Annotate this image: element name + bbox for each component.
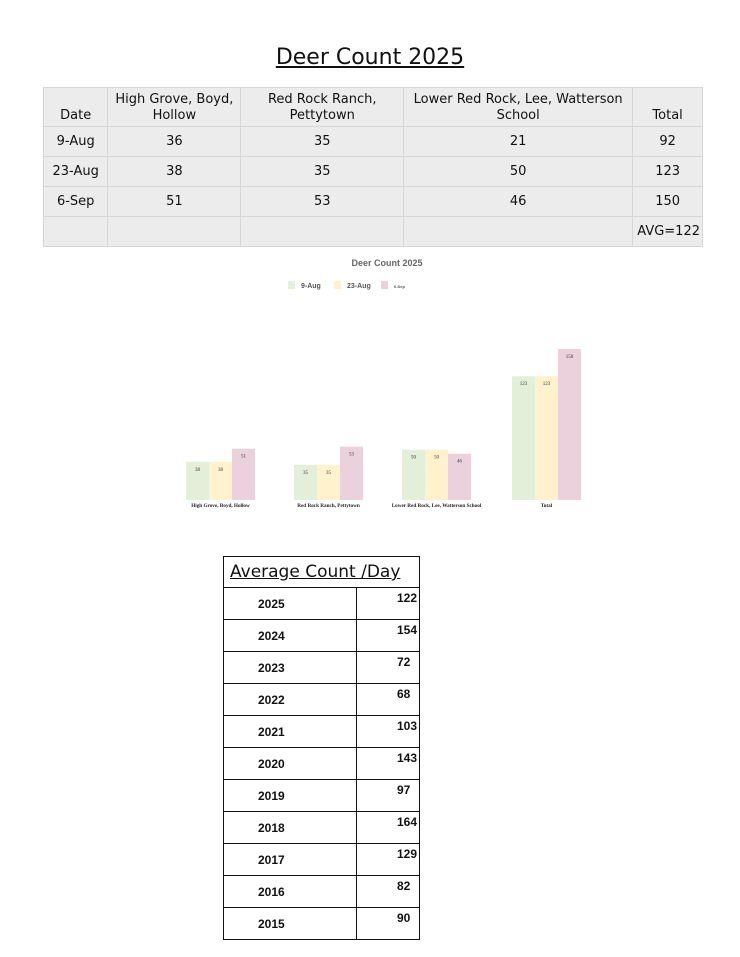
table-header-row — [44, 88, 703, 127]
header-cell: Total — [633, 88, 703, 127]
data-label: 123 — [519, 382, 528, 388]
table-cell: 38 — [108, 157, 241, 187]
data-label: 50 — [411, 455, 416, 461]
table-cell: 23-Aug — [44, 157, 108, 187]
bar — [535, 376, 558, 500]
table-row — [224, 684, 420, 716]
table-cell: 46 — [404, 187, 633, 217]
average-value-cell: 103 — [357, 716, 420, 748]
table-cell: 51 — [108, 187, 241, 217]
data-label: 150 — [565, 355, 574, 361]
data-label: 35 — [303, 470, 308, 476]
table-cell: 53 — [241, 187, 404, 217]
category-label: Red Rock Ranch, Pettytown — [297, 503, 360, 509]
chart-title: Deer Count 2025 — [351, 258, 423, 268]
legend-swatch — [288, 281, 295, 289]
table-row — [44, 127, 703, 157]
table-cell: 35 — [241, 127, 404, 157]
year-cell: 2015 — [224, 908, 357, 940]
table-row — [224, 716, 420, 748]
year-cell: 2025 — [224, 588, 357, 620]
legend-swatch — [334, 281, 341, 289]
data-label: 51 — [241, 454, 246, 460]
avg-label: AVG=122 — [633, 217, 703, 247]
table-cell: 35 — [241, 157, 404, 187]
average-value-cell: 90 — [357, 908, 420, 940]
year-cell: 2024 — [224, 620, 357, 652]
average-value-cell: 154 — [357, 620, 420, 652]
data-label: 53 — [349, 452, 354, 458]
legend-label: 23-Aug — [347, 283, 371, 290]
average-value-cell: 164 — [357, 812, 420, 844]
data-label: 123 — [542, 382, 551, 388]
header-cell: High Grove, Boyd, Hollow — [108, 88, 241, 127]
data-label: 46 — [457, 459, 462, 465]
legend-swatch — [381, 281, 388, 289]
data-label: 50 — [434, 455, 439, 461]
table-cell — [108, 217, 241, 247]
table-cell: 9-Aug — [44, 127, 108, 157]
category-label: High Grove, Boyd, Hollow — [191, 503, 250, 509]
table-cell: 21 — [404, 127, 633, 157]
header-cell: Date — [44, 88, 108, 127]
table-row — [224, 748, 420, 780]
average-value-cell: 97 — [357, 780, 420, 812]
data-label: 38 — [218, 467, 223, 473]
table-row — [224, 812, 420, 844]
table-cell: 50 — [404, 157, 633, 187]
table-cell: 36 — [108, 127, 241, 157]
average-value-cell: 68 — [357, 684, 420, 716]
table-row — [44, 187, 703, 217]
table-row — [224, 908, 420, 940]
page-title: Deer Count 2025 — [275, 45, 465, 70]
legend-label: 9-Aug — [301, 283, 321, 290]
table-cell: 150 — [633, 187, 703, 217]
average-value-cell: 143 — [357, 748, 420, 780]
table-row — [224, 588, 420, 620]
table-row — [224, 844, 420, 876]
category-label: Lower Red Rock, Lee, Watterson School — [391, 503, 482, 509]
legend-label: 6-Sep — [394, 284, 405, 289]
data-label: 35 — [326, 470, 331, 476]
table-cell: 123 — [633, 157, 703, 187]
header-cell: Red Rock Ranch, Pettytown — [241, 88, 404, 127]
table-cell: 6-Sep — [44, 187, 108, 217]
bar — [558, 349, 581, 500]
year-cell: 2017 — [224, 844, 357, 876]
average-value-cell: 122 — [357, 588, 420, 620]
year-cell: 2019 — [224, 780, 357, 812]
average-value-cell: 72 — [357, 652, 420, 684]
data-label: 38 — [195, 467, 200, 473]
chart-svg — [0, 252, 740, 522]
table-cell: 92 — [633, 127, 703, 157]
year-cell: 2020 — [224, 748, 357, 780]
average-value-cell: 129 — [357, 844, 420, 876]
year-cell: 2022 — [224, 684, 357, 716]
year-cell: 2021 — [224, 716, 357, 748]
average-value-cell: 82 — [357, 876, 420, 908]
average-count-table — [223, 556, 420, 940]
table-avg-row — [44, 217, 703, 247]
deer-count-table — [43, 87, 703, 247]
deer-count-chart — [0, 252, 740, 522]
table-cell — [44, 217, 108, 247]
table-row — [224, 780, 420, 812]
table-cell — [241, 217, 404, 247]
table-row — [224, 652, 420, 684]
table-cell — [404, 217, 633, 247]
year-cell: 2016 — [224, 876, 357, 908]
table-row — [224, 620, 420, 652]
table-row — [44, 157, 703, 187]
category-label: Total — [540, 503, 553, 509]
bar — [512, 376, 535, 500]
table-row — [224, 876, 420, 908]
year-cell: 2023 — [224, 652, 357, 684]
header-cell: Lower Red Rock, Lee, Watterson School — [404, 88, 633, 127]
year-cell: 2018 — [224, 812, 357, 844]
average-table-title: Average Count /Day — [224, 557, 420, 588]
